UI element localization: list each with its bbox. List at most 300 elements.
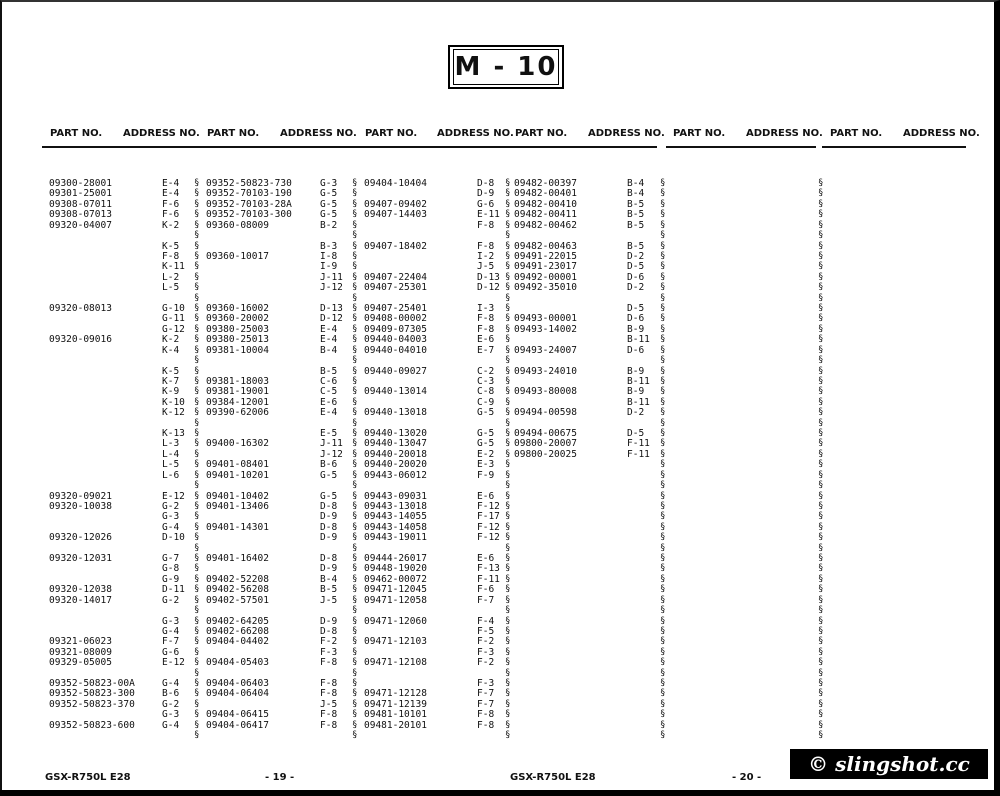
address-number: C-6 xyxy=(320,375,338,387)
section-mark: § xyxy=(660,500,666,511)
section-mark: § xyxy=(818,542,824,553)
address-number: F-8 xyxy=(320,688,338,700)
section-mark: § xyxy=(660,188,666,199)
section-mark: § xyxy=(194,407,200,418)
address-number: F-12 xyxy=(477,532,500,544)
section-mark: § xyxy=(505,584,511,595)
section-mark: § xyxy=(352,355,358,365)
section-mark: § xyxy=(660,396,666,407)
section-mark: § xyxy=(194,417,200,428)
section-mark: § xyxy=(352,532,358,543)
address-number: G-4 xyxy=(162,521,180,533)
header-address-no: ADDRESS NO. xyxy=(123,128,200,139)
section-mark: § xyxy=(660,386,666,397)
section-mark: § xyxy=(660,480,666,490)
part-number: 09494-00675 xyxy=(514,428,577,439)
section-mark: § xyxy=(194,386,200,397)
part-number: 09381-10004 xyxy=(206,344,269,356)
part-number: 09443-14055 xyxy=(364,511,427,523)
part-number: 09440-04003 xyxy=(364,334,427,346)
part-number: 09380-25003 xyxy=(206,323,269,335)
section-mark: § xyxy=(194,271,200,282)
section-mark: § xyxy=(505,563,511,574)
part-number: 09320-12026 xyxy=(49,532,112,544)
part-number: 09471-12108 xyxy=(364,657,427,669)
section-mark: § xyxy=(818,323,824,334)
section-mark: § xyxy=(194,730,200,740)
part-number: 09320-09016 xyxy=(49,334,112,346)
address-number: J-5 xyxy=(477,261,495,273)
section-mark: § xyxy=(352,209,358,220)
address-number: K-7 xyxy=(162,375,180,387)
address-number: D-2 xyxy=(627,250,645,262)
section-mark: § xyxy=(505,719,511,730)
part-number: 09404-04402 xyxy=(206,636,269,648)
section-mark: § xyxy=(194,625,200,636)
section-mark: § xyxy=(352,178,358,188)
part-number: 09360-08009 xyxy=(206,219,269,231)
section-mark: § xyxy=(660,573,666,584)
part-number: 09390-62006 xyxy=(206,407,269,419)
section-mark: § xyxy=(505,636,511,647)
section-mark: § xyxy=(352,719,358,730)
part-number: 09352-70103-190 xyxy=(206,188,292,200)
section-mark: § xyxy=(505,678,511,688)
section-mark: § xyxy=(505,188,511,199)
address-number: G-2 xyxy=(162,698,180,710)
section-mark: § xyxy=(352,646,358,657)
part-number: 09440-04010 xyxy=(364,344,427,356)
section-mark: § xyxy=(352,313,358,324)
section-mark: § xyxy=(660,250,666,261)
address-number: L-4 xyxy=(162,448,180,460)
section-mark: § xyxy=(194,261,200,272)
section-mark: § xyxy=(505,459,511,470)
address-number: B-3 xyxy=(320,240,338,252)
section-mark: § xyxy=(818,553,824,563)
section-mark: § xyxy=(352,636,358,647)
part-number: 09320-12031 xyxy=(49,553,112,564)
section-mark: § xyxy=(818,646,824,657)
address-number: F-7 xyxy=(477,594,495,606)
address-number: G-5 xyxy=(320,469,338,481)
section-mark: § xyxy=(818,573,824,584)
section-mark: § xyxy=(660,521,666,532)
part-number: 09481-10101 xyxy=(364,709,427,721)
address-number: F-13 xyxy=(477,563,500,575)
header-address-no: ADDRESS NO. xyxy=(437,128,514,139)
part-number: 09481-20101 xyxy=(364,719,427,731)
address-number: F-9 xyxy=(477,469,495,481)
address-number: K-4 xyxy=(162,344,180,356)
header-part-no: PART NO. xyxy=(830,128,883,139)
part-number: 09448-19020 xyxy=(364,563,427,575)
address-number: B-5 xyxy=(320,365,338,377)
address-number: J-5 xyxy=(320,594,338,606)
section-mark: § xyxy=(818,334,824,345)
part-number: 09407-09402 xyxy=(364,198,427,210)
section-mark: § xyxy=(660,688,666,699)
address-number: G-3 xyxy=(162,615,180,627)
address-number: B-11 xyxy=(627,396,650,408)
address-number: B-5 xyxy=(627,219,645,231)
section-mark: § xyxy=(194,334,200,345)
address-number: B-6 xyxy=(320,459,338,471)
part-number: 09471-12128 xyxy=(364,688,427,700)
address-number: E-12 xyxy=(162,657,185,669)
section-mark: § xyxy=(660,417,666,428)
address-number: C-2 xyxy=(477,365,495,377)
section-mark: § xyxy=(505,428,511,438)
address-number: G-7 xyxy=(162,553,180,564)
section-mark: § xyxy=(818,667,824,678)
section-mark: § xyxy=(194,542,200,553)
section-mark: § xyxy=(818,407,824,418)
section-mark: § xyxy=(660,209,666,220)
part-number: 09494-00598 xyxy=(514,407,577,419)
address-number: F-8 xyxy=(320,657,338,669)
address-number: B-9 xyxy=(627,386,645,398)
address-number: E-6 xyxy=(477,334,495,346)
section-mark: § xyxy=(505,709,511,720)
part-number: 09402-64205 xyxy=(206,615,269,627)
section-mark: § xyxy=(818,719,824,730)
address-number: G-10 xyxy=(162,303,185,314)
address-number: B-4 xyxy=(627,178,645,189)
section-mark: § xyxy=(194,563,200,574)
address-number: F-3 xyxy=(477,678,495,689)
part-number: 09492-00001 xyxy=(514,271,577,283)
section-mark: § xyxy=(660,334,666,345)
section-mark: § xyxy=(194,553,200,563)
section-mark: § xyxy=(194,178,200,188)
footer-right-page: - 20 - xyxy=(732,772,762,783)
part-number: 09443-13018 xyxy=(364,500,427,512)
section-mark: § xyxy=(818,230,824,240)
part-number: 09491-22015 xyxy=(514,250,577,262)
address-number: C-3 xyxy=(477,375,495,387)
address-number: E-4 xyxy=(320,323,338,335)
section-mark: § xyxy=(660,407,666,418)
address-number: E-6 xyxy=(320,396,338,408)
address-number: B-9 xyxy=(627,323,645,335)
address-number: K-5 xyxy=(162,240,180,252)
section-mark: § xyxy=(660,594,666,605)
address-number: J-12 xyxy=(320,282,343,294)
address-number: F-7 xyxy=(162,636,180,648)
part-number: 09440-13018 xyxy=(364,407,427,419)
section-mark: § xyxy=(818,615,824,626)
part-number: 09482-00410 xyxy=(514,198,577,210)
section-mark: § xyxy=(194,657,200,668)
address-number: D-9 xyxy=(320,511,338,523)
section-mark: § xyxy=(818,657,824,668)
address-number: J-5 xyxy=(320,698,338,710)
section-mark: § xyxy=(505,667,511,678)
section-mark: § xyxy=(352,625,358,636)
section-mark: § xyxy=(505,542,511,553)
address-number: B-2 xyxy=(320,219,338,231)
section-mark: § xyxy=(194,219,200,230)
address-number: G-3 xyxy=(162,709,180,721)
section-mark: § xyxy=(818,688,824,699)
part-number: 09320-08013 xyxy=(49,303,112,314)
section-mark: § xyxy=(660,469,666,480)
section-mark: § xyxy=(660,292,666,303)
section-mark: § xyxy=(660,563,666,574)
footer-left-page: - 19 - xyxy=(265,772,295,783)
part-number: 09320-04007 xyxy=(49,219,112,231)
address-number: D-9 xyxy=(320,563,338,575)
section-mark: § xyxy=(352,344,358,355)
address-number: K-9 xyxy=(162,386,180,398)
section-mark: § xyxy=(194,448,200,459)
section-mark: § xyxy=(352,282,358,293)
address-number: J-11 xyxy=(320,438,343,450)
part-number: 09404-06415 xyxy=(206,709,269,721)
section-mark: § xyxy=(818,709,824,720)
address-number: G-8 xyxy=(162,563,180,575)
part-number: 09482-00463 xyxy=(514,240,577,252)
part-number: 09440-13020 xyxy=(364,428,427,439)
address-number: B-4 xyxy=(627,188,645,200)
header-rule xyxy=(666,146,816,148)
part-number: 09352-50823-370 xyxy=(49,698,135,710)
section-mark: § xyxy=(505,250,511,261)
address-number: F-17 xyxy=(477,511,500,523)
part-number: 09320-14017 xyxy=(49,594,112,606)
section-mark: § xyxy=(660,542,666,553)
section-mark: § xyxy=(818,511,824,522)
section-mark: § xyxy=(505,313,511,324)
section-mark: § xyxy=(818,469,824,480)
part-number: 09360-20002 xyxy=(206,313,269,325)
section-mark: § xyxy=(660,532,666,543)
part-number: 09360-10017 xyxy=(206,250,269,262)
address-number: B-5 xyxy=(627,209,645,221)
section-mark: § xyxy=(505,209,511,220)
address-number: B-11 xyxy=(627,375,650,387)
part-number: 09471-12045 xyxy=(364,584,427,596)
section-mark: § xyxy=(818,250,824,261)
header-address-no: ADDRESS NO. xyxy=(903,128,980,139)
address-number: F-8 xyxy=(320,709,338,721)
part-number: 09320-12038 xyxy=(49,584,112,596)
section-mark: § xyxy=(505,219,511,230)
section-mark: § xyxy=(818,532,824,543)
section-mark: § xyxy=(660,448,666,459)
section-mark: § xyxy=(194,480,200,490)
part-number: 09471-12058 xyxy=(364,594,427,606)
part-number: 09471-12103 xyxy=(364,636,427,648)
section-mark: § xyxy=(505,594,511,605)
part-number: 09493-24007 xyxy=(514,344,577,356)
section-mark: § xyxy=(818,678,824,688)
section-mark: § xyxy=(352,709,358,720)
section-mark: § xyxy=(505,292,511,303)
section-mark: § xyxy=(505,521,511,532)
part-number: 09407-22404 xyxy=(364,271,427,283)
address-number: F-8 xyxy=(320,719,338,731)
section-mark: § xyxy=(194,636,200,647)
part-number: 09321-06023 xyxy=(49,636,112,648)
address-number: G-6 xyxy=(477,198,495,210)
part-number: 09301-25001 xyxy=(49,188,112,200)
part-number: 09443-09031 xyxy=(364,490,427,502)
header-address-no: ADDRESS NO. xyxy=(588,128,665,139)
section-mark: § xyxy=(660,428,666,438)
part-number: 09407-14403 xyxy=(364,209,427,221)
section-mark: § xyxy=(352,573,358,584)
section-mark: § xyxy=(352,219,358,230)
section-mark: § xyxy=(505,396,511,407)
section-mark: § xyxy=(505,407,511,418)
section-mark: § xyxy=(660,438,666,449)
section-mark: § xyxy=(352,230,358,240)
part-number: 09462-00072 xyxy=(364,573,427,585)
section-mark: § xyxy=(818,730,824,740)
footer-left-model: GSX-R750L E28 xyxy=(45,772,131,783)
section-mark: § xyxy=(352,688,358,699)
section-mark: § xyxy=(194,209,200,220)
section-mark: § xyxy=(194,396,200,407)
header-rule xyxy=(822,146,966,148)
section-mark: § xyxy=(352,542,358,553)
section-mark: § xyxy=(194,709,200,720)
section-mark: § xyxy=(818,375,824,386)
footer-right-model: GSX-R750L E28 xyxy=(510,772,596,783)
address-number: D-8 xyxy=(320,553,338,564)
address-number: F-8 xyxy=(320,678,338,689)
section-mark: § xyxy=(352,605,358,615)
address-number: G-3 xyxy=(320,178,338,189)
address-number: D-5 xyxy=(627,261,645,273)
section-mark: § xyxy=(818,480,824,490)
address-number: F-6 xyxy=(162,198,180,210)
address-number: I-2 xyxy=(477,250,495,262)
part-number: 09493-00001 xyxy=(514,313,577,325)
section-mark: § xyxy=(352,511,358,522)
section-mark: § xyxy=(194,500,200,511)
address-number: F-8 xyxy=(477,719,495,731)
section-mark: § xyxy=(505,303,511,313)
section-mark: § xyxy=(505,480,511,490)
section-mark: § xyxy=(505,646,511,657)
part-number: 09800-20025 xyxy=(514,448,577,460)
section-mark: § xyxy=(660,240,666,251)
section-mark: § xyxy=(352,428,358,438)
address-number: D-2 xyxy=(627,282,645,294)
part-number: 09404-06403 xyxy=(206,678,269,689)
section-mark: § xyxy=(818,490,824,501)
section-mark: § xyxy=(352,584,358,595)
section-mark: § xyxy=(660,303,666,313)
section-mark: § xyxy=(660,553,666,563)
part-number: 09384-12001 xyxy=(206,396,269,408)
part-number: 09493-80008 xyxy=(514,386,577,398)
section-mark: § xyxy=(194,282,200,293)
address-number: D-5 xyxy=(627,428,645,439)
section-mark: § xyxy=(352,198,358,209)
address-number: B-6 xyxy=(162,688,180,700)
address-number: G-5 xyxy=(320,490,338,502)
section-mark: § xyxy=(194,355,200,365)
section-mark: § xyxy=(352,521,358,532)
part-number: 09300-28001 xyxy=(49,178,112,189)
section-mark: § xyxy=(660,730,666,740)
section-mark: § xyxy=(505,573,511,584)
section-mark: § xyxy=(818,459,824,470)
section-mark: § xyxy=(352,417,358,428)
section-mark: § xyxy=(818,292,824,303)
address-number: F-11 xyxy=(627,448,650,460)
part-number: 09482-00411 xyxy=(514,209,577,221)
address-number: G-5 xyxy=(320,209,338,221)
section-mark: § xyxy=(505,698,511,709)
watermark: © slingshot.cc xyxy=(790,749,988,779)
address-number: G-3 xyxy=(162,511,180,523)
address-number: G-2 xyxy=(162,594,180,606)
address-number: E-11 xyxy=(477,209,500,221)
section-mark: § xyxy=(505,730,511,740)
part-number: 09380-25013 xyxy=(206,334,269,346)
section-mark: § xyxy=(352,240,358,251)
section-mark: § xyxy=(818,219,824,230)
section-mark: § xyxy=(194,365,200,376)
section-mark: § xyxy=(660,344,666,355)
part-number: 09409-07305 xyxy=(364,323,427,335)
address-number: L-5 xyxy=(162,282,180,294)
address-number: B-4 xyxy=(320,344,338,356)
address-number: E-4 xyxy=(320,407,338,419)
section-mark: § xyxy=(660,719,666,730)
address-number: D-6 xyxy=(627,271,645,283)
address-number: D-6 xyxy=(627,313,645,325)
section-mark: § xyxy=(352,490,358,501)
part-number: 09482-00462 xyxy=(514,219,577,231)
section-mark: § xyxy=(194,240,200,251)
address-number: D-9 xyxy=(320,532,338,544)
address-number: G-4 xyxy=(162,625,180,637)
address-number: B-5 xyxy=(627,198,645,210)
part-number: 09401-10402 xyxy=(206,490,269,502)
address-number: F-8 xyxy=(477,323,495,335)
part-number: 09407-18402 xyxy=(364,240,427,252)
section-mark: § xyxy=(818,240,824,251)
section-mark: § xyxy=(352,188,358,199)
address-number: G-5 xyxy=(477,438,495,450)
address-number: G-4 xyxy=(162,678,180,689)
part-number: 09402-52208 xyxy=(206,573,269,585)
address-number: I-9 xyxy=(320,261,338,273)
section-mark: § xyxy=(352,365,358,376)
address-number: F-7 xyxy=(477,688,495,700)
part-number: 09482-00401 xyxy=(514,188,577,200)
section-mark: § xyxy=(505,375,511,386)
address-number: F-4 xyxy=(477,615,495,627)
address-number: K-11 xyxy=(162,261,185,273)
section-mark: § xyxy=(194,428,200,438)
address-number: D-9 xyxy=(477,188,495,200)
section-mark: § xyxy=(818,563,824,574)
header-part-no: PART NO. xyxy=(50,128,103,139)
address-number: L-3 xyxy=(162,438,180,450)
section-mark: § xyxy=(352,469,358,480)
address-number: F-2 xyxy=(477,657,495,669)
section-mark: § xyxy=(352,553,358,563)
part-number: 09402-57501 xyxy=(206,594,269,606)
section-mark: § xyxy=(352,480,358,490)
